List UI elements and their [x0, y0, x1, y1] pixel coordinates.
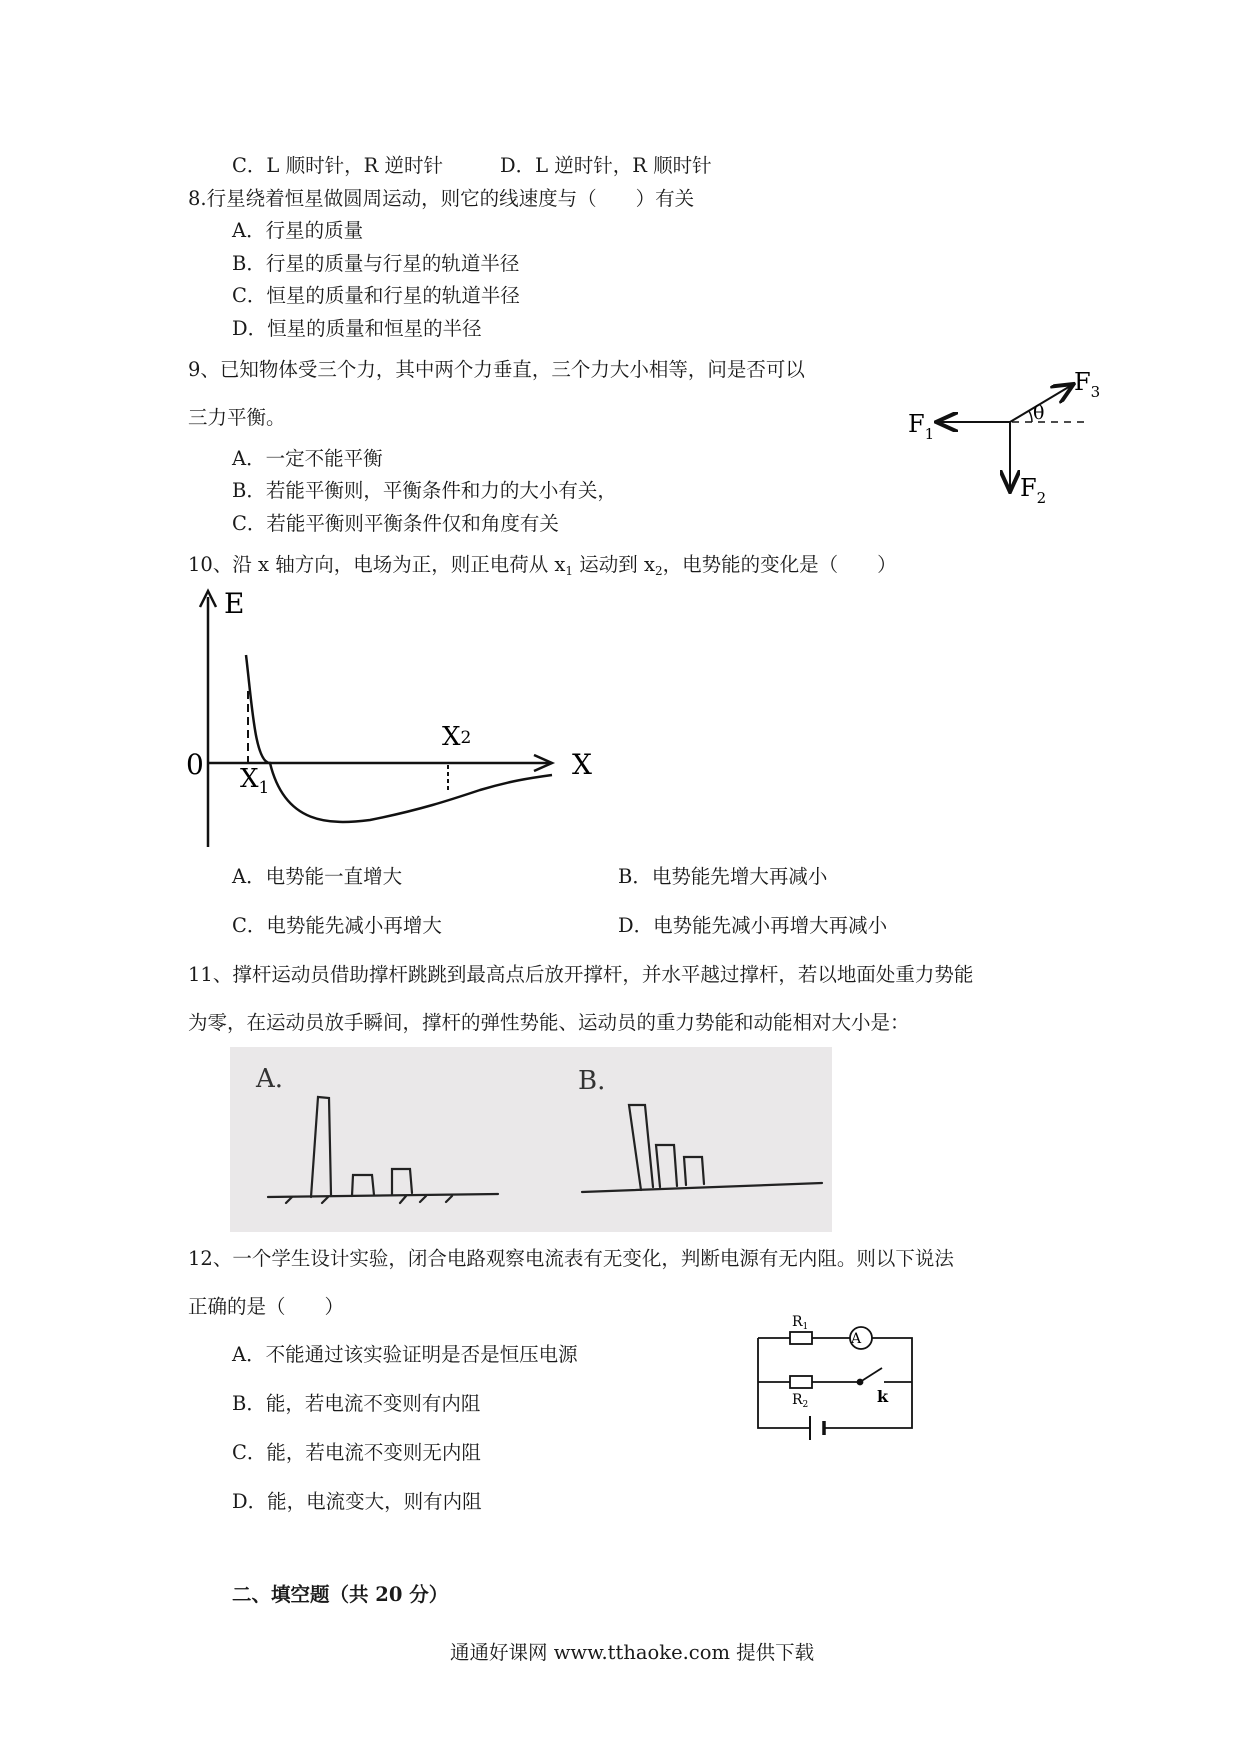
x2-label: X2 — [442, 722, 472, 752]
q8-option-d: D．恒星的质量和恒星的半径 — [232, 317, 482, 340]
q8-option-a: A．行星的质量 — [232, 219, 364, 242]
f2-label: $F_2$ — [1020, 474, 1047, 507]
f3-label: $F_3$ — [1074, 368, 1101, 401]
switch-blade — [860, 1368, 882, 1382]
q12-stem-line2: 正确的是（ ） — [188, 1295, 345, 1318]
q8-stem: 8.行星绕着恒星做圆周运动，则它的线速度与（ ）有关 — [188, 187, 695, 210]
q11-photo — [230, 1047, 832, 1232]
origin-label: 0 — [186, 748, 204, 781]
q9-force-diagram — [900, 360, 1130, 515]
e-curve — [246, 655, 552, 822]
theta-arc — [1029, 411, 1032, 422]
section-2-title: 二、填空题（共 20 分） — [232, 1583, 449, 1606]
q9-option-a: A．一定不能平衡 — [232, 447, 383, 470]
q10-option-c: C．电势能先减小再增大 — [232, 914, 442, 937]
q9-option-b: B．若能平衡则，平衡条件和力的大小有关， — [232, 479, 617, 502]
q12-option-b: B．能，若电流不变则有内阻 — [232, 1392, 481, 1415]
q12-circuit — [750, 1310, 920, 1440]
photo-background — [230, 1047, 832, 1232]
q8-option-b: B．行星的质量与行星的轨道半径 — [232, 252, 520, 275]
q10-option-b: B．电势能先增大再减小 — [618, 865, 828, 888]
q12-stem-line1: 12、一个学生设计实验，闭合电路观察电流表有无变化，判断电源有无内阻。则以下说法 — [188, 1247, 954, 1270]
q9-stem-line1: 9、已知物体受三个力，其中两个力垂直，三个力大小相等，问是否可以 — [188, 358, 805, 381]
switch-label: k — [877, 1387, 889, 1406]
x1-label: $X_1$ — [240, 764, 270, 798]
q12-option-d: D．能，电流变大，则有内阻 — [232, 1490, 482, 1513]
f1-label: $F_1$ — [908, 410, 935, 443]
photo-label-a: A. — [256, 1064, 284, 1094]
q7-option-c: C．L 顺时针，R 逆时针 — [232, 154, 443, 177]
q12-option-a: A．不能通过该实验证明是否是恒压电源 — [232, 1343, 578, 1366]
q8-option-c: C．恒星的质量和行星的轨道半径 — [232, 284, 520, 307]
r2-label: $R_2$ — [792, 1392, 809, 1410]
r1-resistor — [790, 1332, 812, 1344]
wire-left-bottom — [758, 1338, 809, 1428]
q10-stem: 10、沿 x 轴方向，电场为正，则正电荷从 $x_1$ 运动到 $x_2$，电势能的变化是（ ） — [188, 553, 897, 578]
photo-label-b: B. — [578, 1066, 606, 1096]
r1-label: $R_1$ — [792, 1314, 809, 1332]
e-axis-label: E — [224, 587, 245, 620]
q11-stem-line2: 为零，在运动员放手瞬间，撑杆的弹性势能、运动员的重力势能和动能相对大小是： — [188, 1011, 910, 1034]
q10-ex-graph — [180, 585, 600, 855]
q12-option-c: C．能，若电流不变则无内阻 — [232, 1441, 481, 1464]
q10-option-d: D．电势能先减小再增大再减小 — [618, 914, 888, 937]
r2-resistor — [790, 1376, 812, 1388]
ammeter-label: A — [850, 1331, 862, 1347]
q9-stem-line2: 三力平衡。 — [188, 406, 286, 429]
q7-option-d: D．L 逆时针，R 顺时针 — [500, 154, 712, 177]
page-footer: 通通好课网 www.tthaoke.com 提供下载 — [450, 1641, 815, 1664]
q11-stem-line1: 11、撑杆运动员借助撑杆跳跳到最高点后放开撑杆，并水平越过撑杆，若以地面处重力势能 — [188, 963, 974, 986]
q9-option-c: C．若能平衡则平衡条件仅和角度有关 — [232, 512, 559, 535]
x-axis-label: X — [572, 748, 592, 781]
q10-option-a: A．电势能一直增大 — [232, 865, 403, 888]
theta-label: θ — [1033, 402, 1045, 424]
wire-top-right — [758, 1338, 912, 1428]
